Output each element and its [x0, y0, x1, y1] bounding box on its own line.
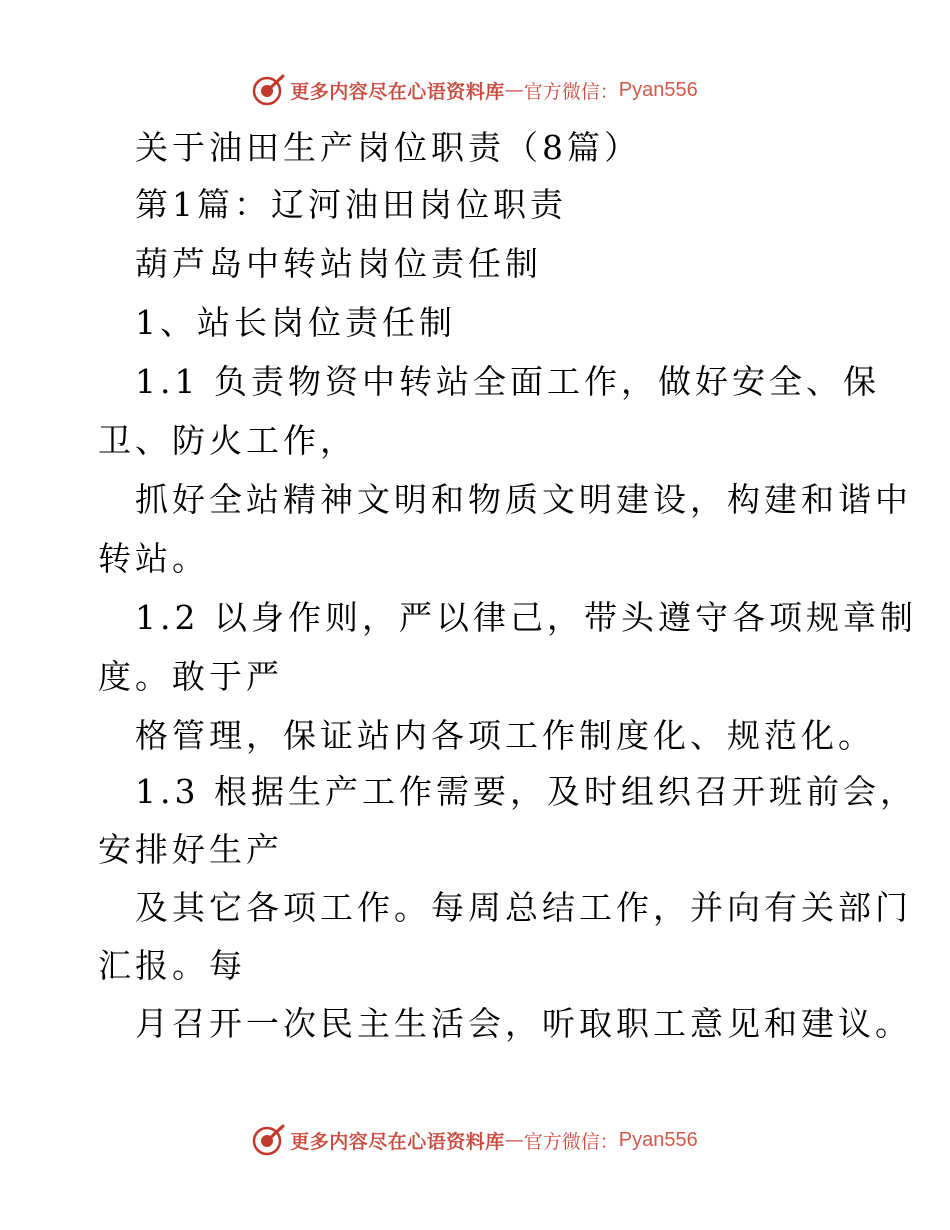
- paragraph-line: 月召开一次民主生活会，听取职工意见和建议。: [135, 1004, 912, 1043]
- organization-heading: 葫芦岛中转站岗位责任制: [135, 244, 542, 283]
- site-name: 更多内容尽在心语资料库: [290, 1130, 505, 1153]
- header-banner: [0, 70, 950, 110]
- site-name: 更多内容尽在心语资料库: [290, 80, 505, 103]
- paragraph-line: 转站。: [98, 539, 209, 578]
- pen-logo-icon: [252, 73, 286, 107]
- paragraph-line: 卫、防火工作，: [98, 421, 357, 460]
- paragraph-line: 1.3 根据生产工作需要，及时组织召开班前会，: [135, 772, 917, 811]
- footer-banner: [0, 1120, 950, 1160]
- paragraph-line: 度。敢于严: [98, 657, 283, 696]
- banner-dash: —: [504, 1129, 524, 1151]
- paragraph-line: 抓好全站精神文明和物质文明建设，构建和谐中: [135, 480, 912, 519]
- paragraph-line: 格管理，保证站内各项工作制度化、规范化。: [135, 716, 875, 755]
- wechat-label: 官方微信：: [523, 1130, 619, 1153]
- pen-logo-icon: [252, 1123, 286, 1157]
- paragraph-line: 1.2 以身作则，严以律己，带头遵守各项规章制: [135, 598, 917, 637]
- paragraph-line: 1.1 负责物资中转站全面工作，做好安全、保: [135, 362, 880, 401]
- paragraph-line: 及其它各项工作。每周总结工作，并向有关部门: [135, 888, 912, 927]
- paragraph-line: 汇报。每: [98, 946, 246, 985]
- section-heading: 1、站长岗位责任制: [135, 303, 456, 342]
- wechat-id: Pyan556: [618, 1128, 698, 1151]
- chapter-heading: 第1篇：辽河油田岗位职责: [135, 185, 567, 224]
- wechat-label: 官方微信：: [523, 80, 619, 103]
- banner-dash: —: [504, 79, 524, 101]
- wechat-id: Pyan556: [618, 78, 698, 101]
- document-title: 关于油田生产岗位职责（8篇）: [135, 128, 641, 167]
- paragraph-line: 安排好生产: [98, 830, 283, 869]
